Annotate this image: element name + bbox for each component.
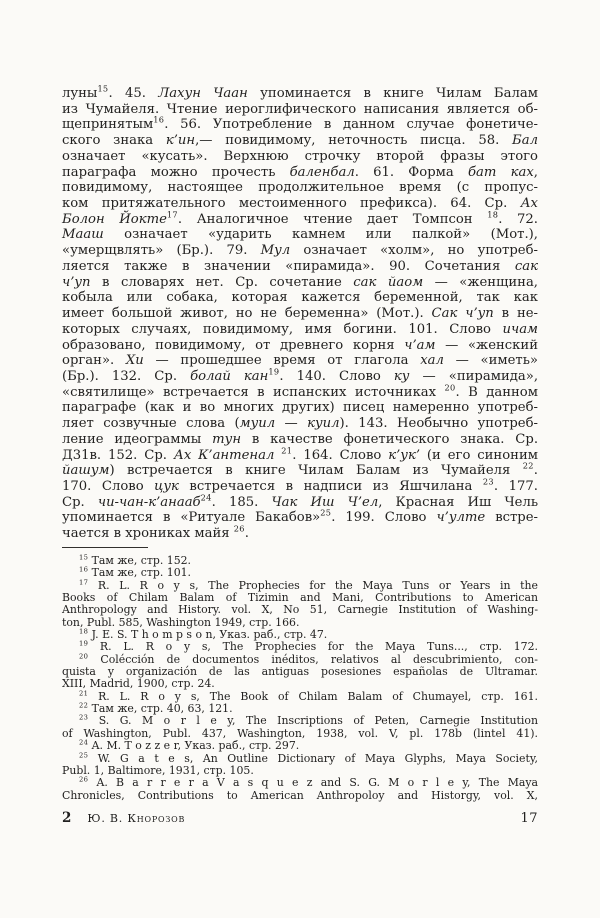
text-line: повидимому, настоящее продолжительное время (с пропус-: [62, 180, 538, 196]
text-line: означает «кусать». Верхнюю строчку второй фразы этого: [62, 148, 538, 164]
text-line: Books of Chilam Balam of Tizimin and Mani, Contributions to American: [62, 591, 538, 605]
footer-author: Ю. В. Кнорозов: [87, 812, 186, 825]
text-line: «умерщвлять» (Бр.). 79. Мул означает «холм», но употреб-: [62, 243, 538, 259]
text-line: Д31в. 152. Ср. Ах К’антенал $^{21}$. 164. Слово к’ук’ (и его синоним: [62, 445, 539, 463]
text-line: чается в хрониках майя $^{26}$.: [62, 523, 249, 542]
text-line: $^{20}$ Colécción de documentos inéditos, relativos al descubrimiento, con-: [79, 652, 538, 666]
page-number: 17: [520, 811, 538, 826]
text-line: Болон Йокте$^{17}$. Аналогичное чтение дает Томпсон $^{18}$. 72.: [62, 209, 538, 227]
text-line: ляет созвучные слова (муил — куил). 143. Необычно употреб-: [62, 416, 538, 432]
text-line: $^{22}$ Там же, стр. 40, 63, 121.: [79, 701, 233, 716]
text-line: (Бр.). 132. Ср. болай кан$^{19}$. 140. Слово ку — «пирамида»,: [62, 366, 539, 384]
text-line: ч’уп в словарях нет. Ср. сочетание сак йаом — «женщина,: [62, 274, 538, 290]
text-line: of Washington, Publ. 437, Washington, 1938, vol. V, pl. 178b (lintel 41).: [62, 726, 538, 740]
text-line: Ср. чи-чан-к’анааб$^{24}$. 185. Чак Иш Ч’ел, Красная Иш Чель: [62, 492, 538, 510]
main-text-block: [62, 83, 539, 542]
text-line: 170. Слово цук встречается в надписи из Яшчилана $^{23}$. 177.: [62, 476, 538, 494]
text-line: упоминается в «Ритуале Бакабов»$^{25}$. 199. Слово ч’улте встре-: [62, 508, 538, 526]
text-line: $^{15}$ Там же, стр. 152.: [79, 553, 192, 567]
text-line: $^{17}$ R. L. R o y s, The Prophecies for the Maya Tuns or Years in the: [79, 578, 538, 592]
text-line: XIII, Madrid, 1900, стр. 24.: [62, 677, 215, 691]
text-line: ление идеограммы тун в качестве фонетического знака. Ср.: [62, 431, 539, 447]
text-line: Chronicles, Contributions to American Anthropoloy and Historgy, vol. X,: [62, 788, 538, 802]
text-line: «святилище» встречается в испанских источниках $^{20}$. В данном: [62, 382, 538, 400]
text-line: кобыла или собака, которая кажется беременной, так как: [62, 290, 538, 306]
text-line: $^{25}$ W. G a t e s, An Outline Dictionary of Maya Glyphs, Maya Society,: [79, 750, 538, 765]
text-line: $^{26}$ A. B a r r e r a V a s q u e z and S. G. M o r l e y, The Maya: [79, 775, 538, 790]
text-line: $^{24}$ A. M. T o z z e r, Указ. раб., стр. 297.: [79, 738, 300, 753]
signature-mark: 2: [62, 810, 72, 826]
footnote-separator-rule: [62, 547, 148, 548]
text-line: Мааш означает «ударить камнем или палкой» (Мот.),: [62, 227, 538, 243]
text-line: имеет большой живот, но не беременна» (Мот.). Сак ч’уп в не-: [62, 306, 539, 322]
text-line: $^{18}$ J. E. S. T h o m p s o n, Указ. раб., стр. 47.: [79, 627, 328, 642]
page-footer: [62, 810, 538, 826]
text-line: quista y organización de las antiguas posesiones españolas de Ultramar.: [62, 665, 538, 679]
text-line: параграфе (как и во многих других) писец намеренно употреб-: [62, 400, 538, 416]
text-line: йашум) встречается в книге Чилам Балам из Чумайеля $^{22}$.: [62, 460, 538, 479]
text-line: ского знака к’ин,— повидимому, неточность писца. 58. Бал: [62, 133, 538, 149]
text-line: образовано, повидимому, от древнего корня ч’ам — «женский: [62, 337, 538, 353]
text-line: ляется также в значении «пирамида». 90. Сочетания сак: [62, 258, 538, 274]
text-line: $^{21}$ R. L. R o y s, The Book of Chilam Balam of Chumayel, стр. 161.: [79, 689, 538, 703]
text-line: луны$^{15}$. 45. Лахун Чаан упоминается в книге Чилам Балам: [62, 83, 538, 101]
text-line: Publ. 1, Baltimore, 1931, стр. 105.: [62, 763, 254, 777]
text-line: из Чумайеля. Чтение иероглифического написания является об-: [62, 101, 538, 117]
text-line: $^{23}$ S. G. M o r l e y, The Inscriptions of Peten, Carnegie Institution: [79, 713, 538, 728]
text-line: параграфа можно прочесть баленбал. 61. Форма бат ках,: [62, 164, 538, 180]
text-line: щепринятым$^{16}$. 56. Употребление в данном случае фонетиче-: [62, 115, 538, 133]
text-line: Anthropology and History. vol. X, No 51, Carnegie Institution of Washing-: [62, 603, 538, 617]
text-line: $^{19}$ R. L. R o y s, The Prophecies for the Maya Tuns..., стр. 172.: [79, 639, 538, 654]
text-line: $^{16}$ Там же, стр. 101.: [79, 565, 192, 580]
text-line: которых случаях, повидимому, имя богини. 101. Слово ичам: [62, 321, 538, 337]
text-line: орган». Хи — прошедшее время от глагола хал — «иметь»: [62, 353, 538, 369]
text-line: ton, Publ. 585, Washington 1949, стр. 166.: [62, 615, 300, 629]
footnotes-block: [62, 555, 538, 802]
text-line: ком притяжательного местоименного префикса). 64. Ср. Ах: [62, 196, 538, 212]
